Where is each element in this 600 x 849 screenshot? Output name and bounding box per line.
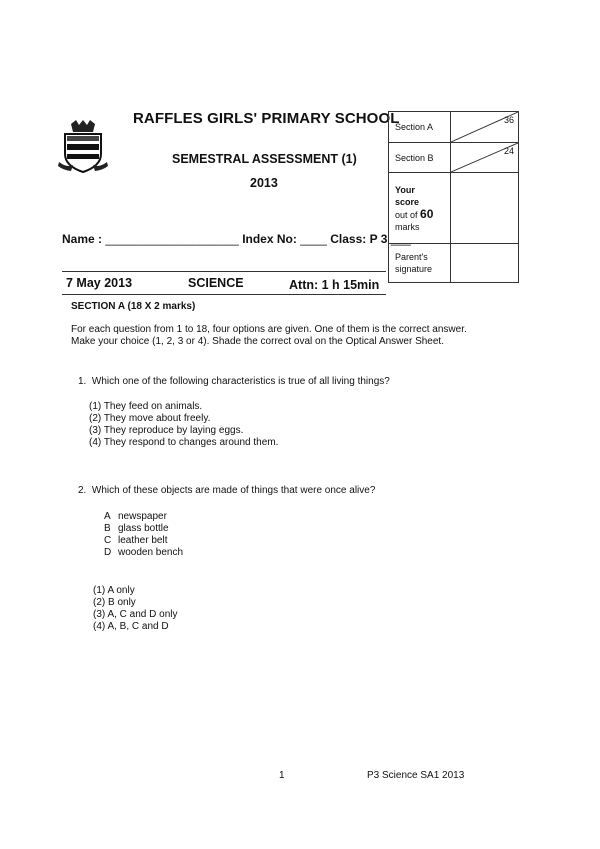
option[interactable]: (2) B only [93,597,136,608]
item-row [104,511,183,523]
name-blank[interactable]: ____________________ [105,232,239,246]
page-number: 1 [279,770,285,781]
section-a-score-box[interactable] [451,112,519,143]
question-1-options [89,401,278,449]
option[interactable]: (3) They reproduce by laying eggs. [89,425,244,436]
section-a-max: 36 [503,115,514,125]
section-a-label: Section A [389,112,451,143]
total-score-box[interactable] [451,173,519,244]
score-table [388,111,519,283]
parents-signature-box[interactable] [451,244,519,283]
school-name: RAFFLES GIRLS' PRIMARY SCHOOL [133,110,400,127]
parents-label: Parent's [395,252,428,262]
assessment-year: 2013 [250,176,278,190]
question-number: 1. [78,376,87,387]
score-label: score [395,196,420,207]
option[interactable]: (2) They move about freely. [89,413,211,424]
question-text: Which one of the following characteristics is true of all living things? [91,376,390,387]
divider-top [62,271,386,272]
instruction-line: For each question from 1 to 18, four options are given. One of them is the correct answer. [71,324,467,335]
item-label: wooden bench [118,547,184,558]
item-label: newspaper [118,511,167,522]
section-b-score-box[interactable] [451,143,519,173]
option[interactable]: (1) A only [93,585,135,596]
question-text: Which of these objects are made of things that were once alive? [91,485,376,496]
exam-date: 7 May 2013 [66,276,133,290]
item-letter: D [104,547,112,558]
name-label: Name : [62,232,103,246]
item-row [104,523,183,535]
question-2-items [104,511,183,559]
question-1 [78,376,390,387]
option[interactable]: (1) They feed on animals. [89,401,203,412]
parents-signature-label [389,244,451,283]
item-letter: C [104,535,112,546]
assessment-title: SEMESTRAL ASSESSMENT (1) [172,152,357,166]
item-letter: B [104,523,111,534]
class-blank[interactable]: ___ [390,232,411,246]
option[interactable]: (3) A, C and D only [93,609,178,620]
school-crest-logo [57,118,109,176]
total-score-label [389,173,451,244]
student-details-line [62,232,411,246]
marks-label: marks [395,221,420,232]
out-of-label: out of [395,209,418,220]
item-label: glass bottle [118,523,169,534]
exam-subject: SCIENCE [188,276,244,290]
paper-code: P3 Science SA1 2013 [367,770,465,781]
section-a-title: SECTION A (18 X 2 marks) [71,301,196,312]
item-row [104,535,183,547]
signature-label: signature [395,264,433,274]
question-2 [78,485,375,496]
your-label: Your [395,184,415,195]
section-b-max: 24 [503,146,514,156]
instruction-line: Make your choice (1, 2, 3 or 4). Shade the correct oval on the Optical Answer Sheet. [71,336,444,347]
question-number: 2. [78,485,87,496]
section-a-instructions [71,324,511,348]
item-letter: A [104,511,111,522]
item-row [104,547,183,559]
option[interactable]: (4) A, B, C and D [93,621,169,632]
index-label: Index No: [242,232,297,246]
class-label: Class: P 3 [330,232,388,246]
index-blank[interactable]: ____ [300,232,327,246]
exam-duration: Attn: 1 h 15min [289,278,380,292]
option[interactable]: (4) They respond to changes around them. [89,437,279,448]
item-label: leather belt [118,535,168,546]
question-2-options [93,585,177,633]
divider-bottom [62,294,386,295]
section-b-label: Section B [389,143,451,173]
total-marks: 60 [420,206,434,221]
